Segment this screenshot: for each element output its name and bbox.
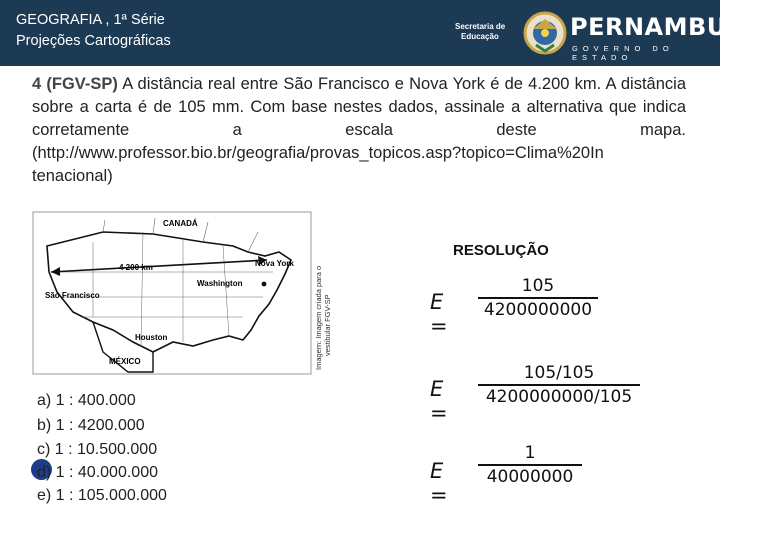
equation-1-denominator: 4200000000: [483, 300, 593, 320]
header-title: [16, 10, 171, 52]
header-bar: [0, 0, 766, 66]
label-sao-francisco: São Francisco: [45, 291, 100, 300]
equation-2-denominator: 4200000000/105: [485, 387, 633, 407]
credit-line2: vestibular FGV-SP: [323, 294, 332, 356]
label-canada: CANADÁ: [163, 219, 198, 228]
label-distance: 4 200 km: [119, 263, 153, 272]
usa-map-figure: [33, 212, 311, 374]
equation-2-numerator: 105/105: [523, 363, 595, 383]
option-a: a) 1 : 400.000: [37, 392, 136, 409]
subject-line: GEOGRAFIA , 1ª Série: [16, 12, 165, 28]
option-d: d) 1 : 40.000.000: [37, 464, 158, 481]
brand-subtitle: GOVERNO DO ESTADO: [572, 44, 674, 62]
topic-line: Projeções Cartográficas: [16, 33, 171, 49]
secretaria-line1: Secretaria de: [455, 22, 506, 31]
label-washington: Washington: [197, 279, 243, 288]
label-nova-york: Nova York: [255, 259, 294, 268]
equation-1-lhs: E =: [430, 290, 448, 338]
resolution-title: RESOLUÇÃO: [453, 242, 549, 259]
label-mexico: MÉXICO: [109, 357, 141, 366]
equation-1-numerator: 105: [521, 276, 555, 296]
option-b: b) 1 : 4200.000: [37, 417, 145, 434]
question-label: 4 (FGV-SP): [32, 75, 118, 93]
image-credit: [314, 208, 332, 370]
brand-name: PERNAMBUCO: [570, 13, 766, 41]
option-c: c) 1 : 10.500.000: [37, 441, 158, 458]
label-houston: Houston: [135, 333, 168, 342]
state-crest-icon: [522, 9, 568, 57]
credit-line1: Imagem: Imagem criada para o: [314, 265, 323, 370]
equation-3-denominator: 40000000: [486, 467, 574, 487]
equation-2-lhs: E =: [430, 377, 448, 425]
secretaria-label: [455, 22, 505, 42]
equation-3-numerator: 1: [524, 443, 536, 463]
question-text: [32, 73, 686, 188]
equation-3-lhs: E =: [430, 459, 448, 507]
option-e: e) 1 : 105.000.000: [37, 487, 167, 504]
question-body: A distância real entre São Francisco e Nova York é de 4.200 km. A distância sobre a carta é de 105 mm. Com base nestes dados, assinale a alternativa que indica corretamente a escala deste mapa. (http://www.professor.bio.br/geografia/provas_topicos.asp?topico=Clima%20In tenacional): [32, 75, 686, 185]
secretaria-line2: Educação: [461, 32, 499, 41]
